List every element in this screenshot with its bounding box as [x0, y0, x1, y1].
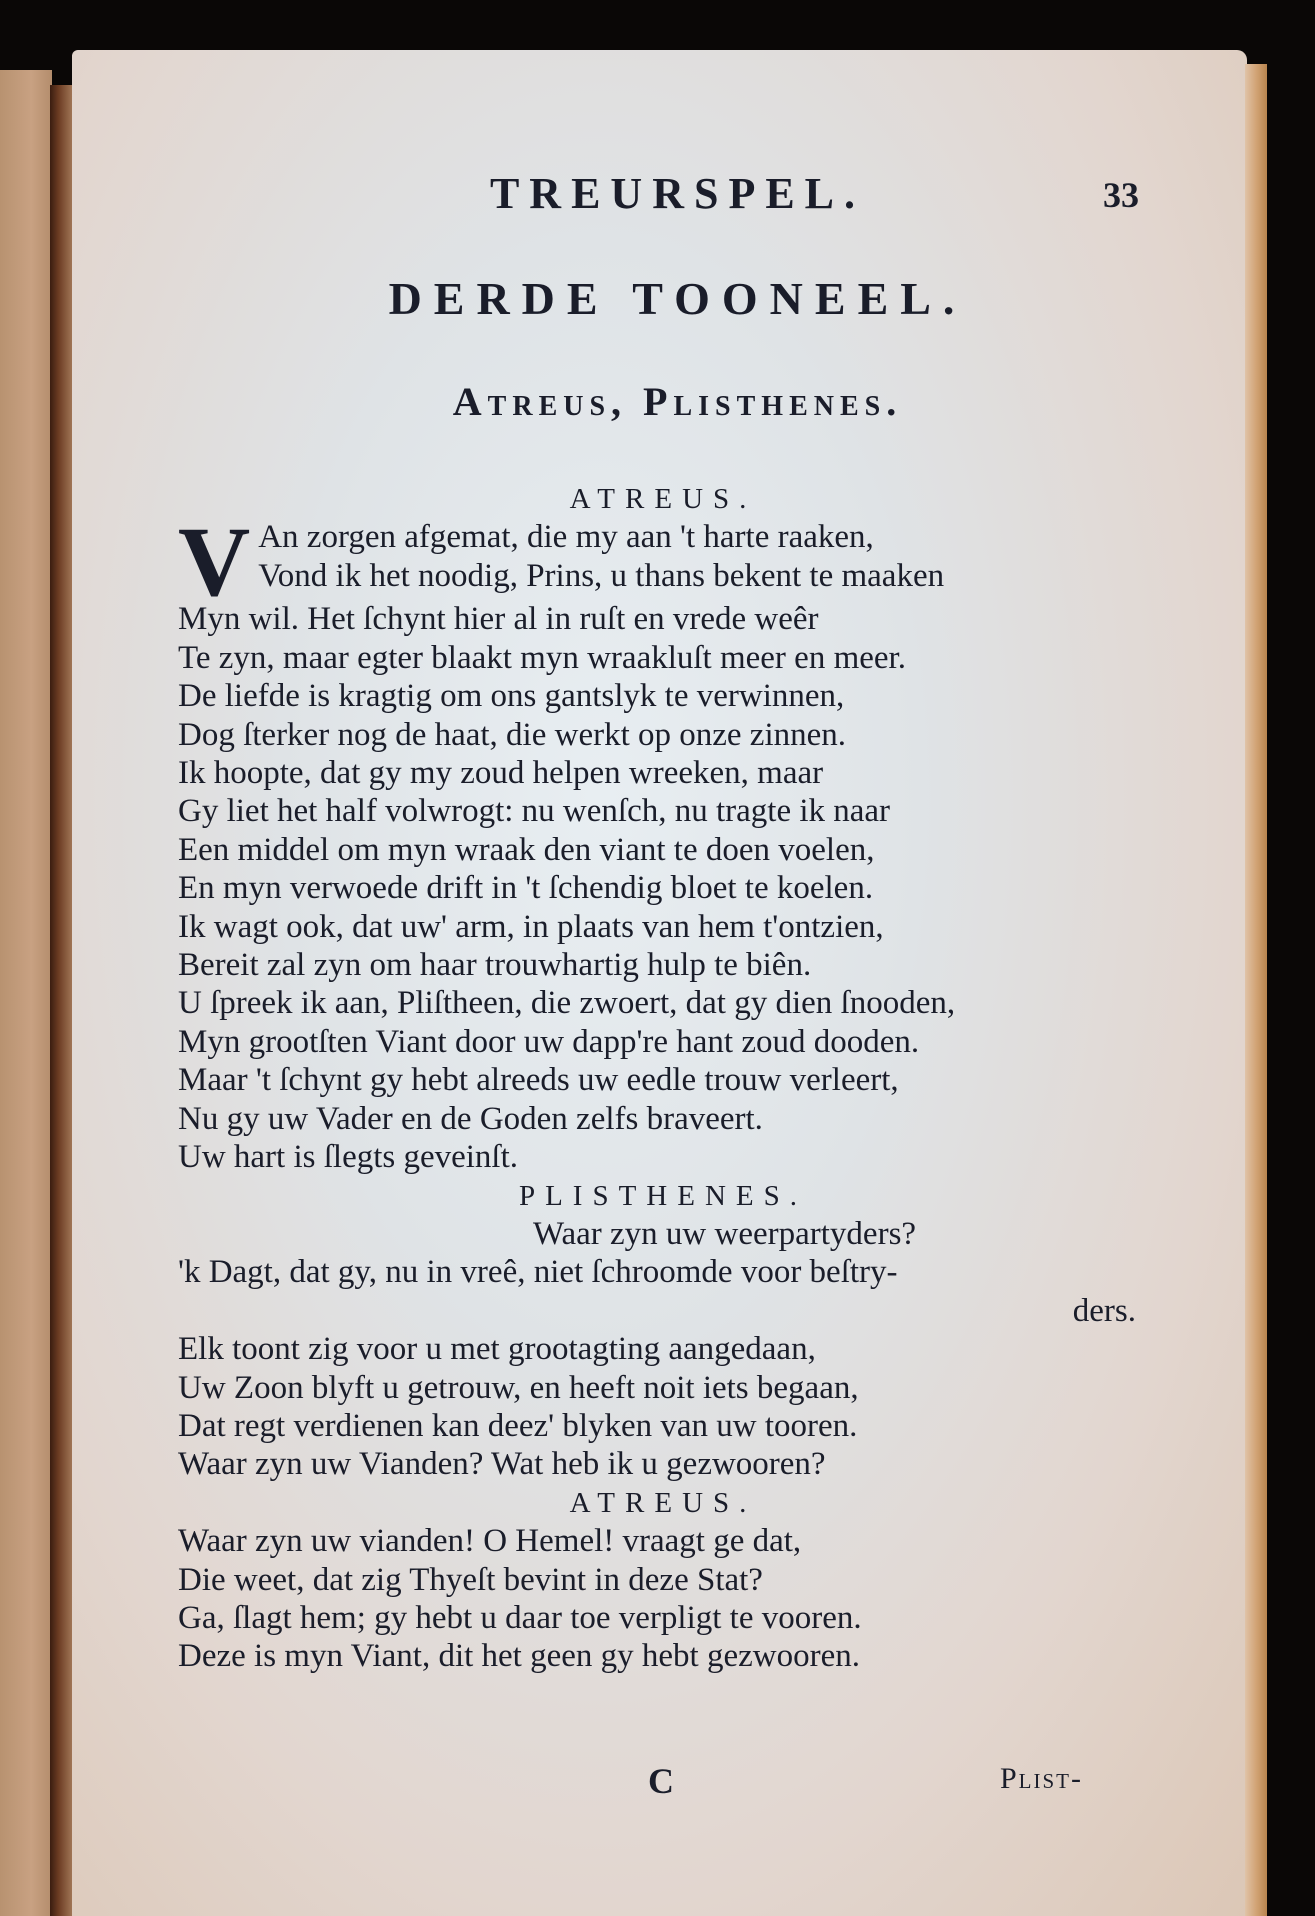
verse-block [178, 480, 1148, 1676]
verse-line: Ga, ſlagt hem; gy hebt u daar toe verpligt te vooren. [178, 1599, 862, 1636]
speech-plisthenes [178, 1215, 1148, 1484]
verse-line: Die weet, dat zig Thyeſt bevint in deze Stat? [178, 1561, 763, 1598]
verse-line: Gy liet het half volwrogt: nu wenſch, nu tragte ik naar [178, 793, 891, 830]
verse-line: Een middel om myn wraak den viant te doen voelen, [178, 831, 875, 868]
speech-atreus-1 [178, 506, 1148, 1176]
verse-line: De liefde is kragtig om ons gantslyk te verwinnen, [178, 678, 845, 715]
verse-line: Waar zyn uw vianden! O Hemel! vraagt ge dat, [178, 1523, 802, 1560]
speaker-heading: PLISTHENES. [518, 1179, 808, 1212]
scene-title: DERDE TOONEEL. [388, 273, 967, 324]
speaker-heading: ATREUS. [569, 483, 757, 515]
verse-line: Ik hoopte, dat gy my zoud helpen wreeken, maar [178, 755, 824, 792]
verse-line: Ik wagt ook, dat uw' arm, in plaats van hem t'ontzien, [178, 908, 884, 945]
verse-line: Dog ſterker nog de haat, die werkt op onze zinnen. [178, 716, 847, 753]
verse-line: En myn verwoede drift in 't ſchendig bloet te koelen. [178, 870, 874, 907]
verse-line: Dat regt verdienen kan deez' blyken van uw tooren. [178, 1407, 858, 1444]
verse-line: Maar 't ſchynt gy hebt alreeds uw eedle trouw verleert, [178, 1062, 899, 1099]
speaker-heading: ATREUS. [569, 1486, 757, 1519]
verse-line: Nu gy uw Vader en de Goden zelfs braveert. [178, 1100, 763, 1137]
verse-line: U ſpreek ik aan, Pliſtheen, die zwoert, dat gy dien ſnooden, [178, 985, 956, 1022]
verse-line: Te zyn, maar egter blaakt myn wraakluſt meer en meer. [178, 639, 906, 676]
verse-line: Myn wil. Het ſchynt hier al in ruſt en vrede weêr [178, 601, 819, 638]
verse-line: Vond ik het noodig, Prins, u thans bekent te maaken [258, 557, 945, 594]
verse-line: 'k Dagt, dat gy, nu in vreê, niet ſchroomde voor beſtry- [178, 1254, 898, 1291]
catchword: Plist- [1000, 1762, 1084, 1795]
verse-runover: ders. [1072, 1292, 1136, 1329]
verse-line: An zorgen afgemat, die my aan 't harte raaken, [258, 519, 874, 556]
verse-half-line: Waar zyn uw weerpartyders? [533, 1215, 917, 1252]
running-head: TREURSPEL. [489, 169, 866, 218]
verse-line: Waar zyn uw Vianden? Wat heb ik u gezwooren? [178, 1446, 826, 1483]
verse-line: Uw hart is ſlegts geveinſt. [178, 1139, 519, 1176]
speech-atreus-2 [178, 1522, 1148, 1676]
page-number: 33 [1103, 175, 1139, 215]
verse-line: Elk toont zig voor u met grootagting aangedaan, [178, 1331, 816, 1368]
verse-line: Bereit zal zyn om haar trouwhartig hulp te biên. [178, 947, 812, 984]
scene-characters: Atreus, Plisthenes. [452, 379, 903, 424]
page-fore-edge [1245, 64, 1267, 1916]
verse-line: Uw Zoon blyft u getrouw, en heeft noit iets begaan, [178, 1369, 859, 1406]
drop-cap: V [178, 506, 251, 618]
left-page-edge [0, 70, 52, 1916]
verse-line: Myn grootſten Viant door uw dapp're hant zoud dooden. [178, 1023, 920, 1060]
verse-line: Deze is myn Viant, dit het geen gy hebt gezwooren. [178, 1638, 860, 1675]
signature-mark: C [648, 1761, 674, 1801]
